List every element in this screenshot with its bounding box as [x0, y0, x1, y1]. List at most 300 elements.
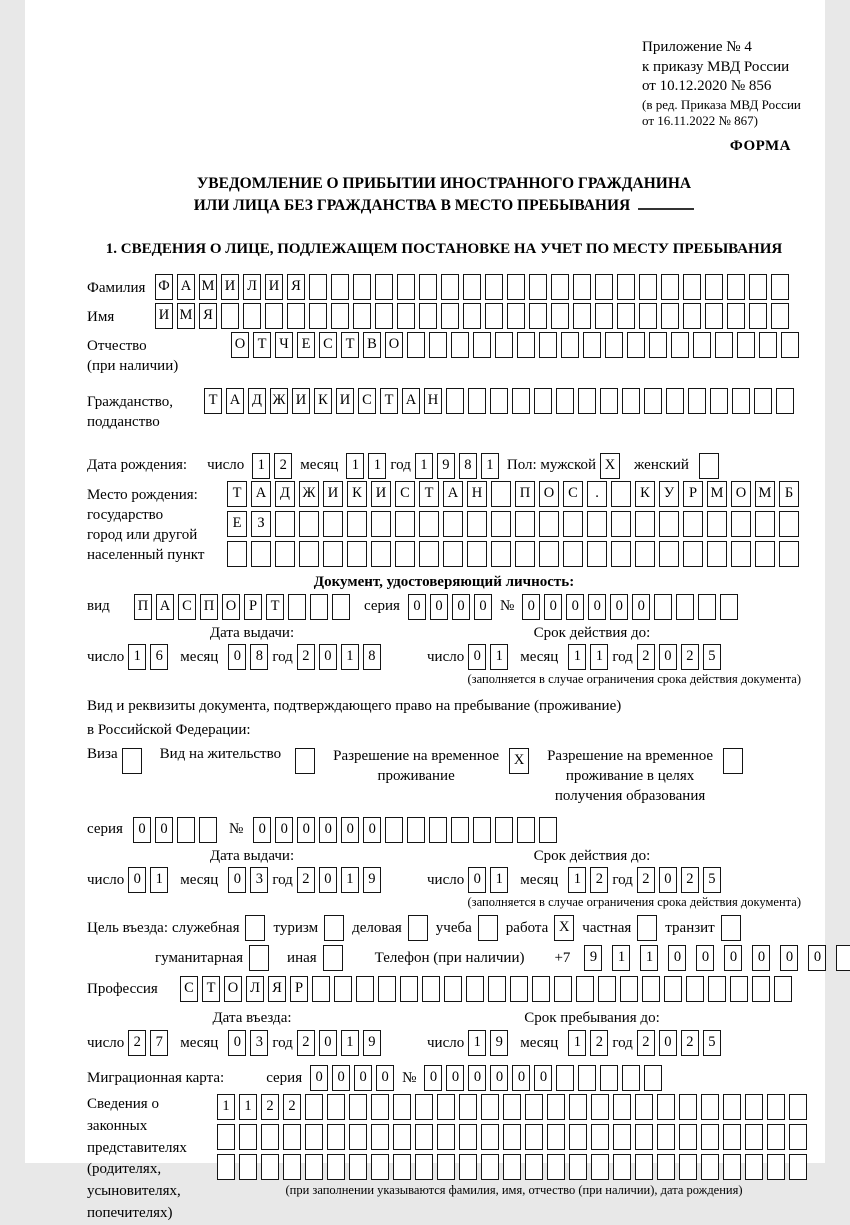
char-cell[interactable] — [600, 388, 618, 414]
char-cell[interactable] — [659, 511, 679, 537]
char-cell[interactable] — [353, 303, 371, 329]
purpose-transit-checkbox[interactable] — [721, 915, 741, 941]
char-cell[interactable] — [561, 332, 579, 358]
char-cell[interactable] — [547, 1154, 565, 1180]
char-cell[interactable]: О — [385, 332, 403, 358]
char-cell[interactable]: П — [200, 594, 218, 620]
char-cell[interactable] — [755, 511, 775, 537]
char-cell[interactable] — [488, 976, 506, 1002]
char-cell[interactable] — [332, 594, 350, 620]
char-cell[interactable]: 2 — [274, 453, 292, 479]
char-cell[interactable] — [305, 1154, 323, 1180]
char-cell[interactable]: И — [155, 303, 173, 329]
char-cell[interactable] — [591, 1154, 609, 1180]
char-cell[interactable] — [661, 303, 679, 329]
char-cell[interactable] — [688, 388, 706, 414]
char-cell[interactable]: Б — [779, 481, 799, 507]
char-cell[interactable]: 0 — [128, 867, 146, 893]
char-cell[interactable] — [657, 1094, 675, 1120]
char-cell[interactable] — [525, 1124, 543, 1150]
char-cell[interactable]: Д — [248, 388, 266, 414]
char-cell[interactable] — [375, 303, 393, 329]
temp-education-checkbox[interactable] — [723, 748, 743, 774]
char-cell[interactable]: А — [177, 274, 195, 300]
char-cell[interactable] — [605, 332, 623, 358]
char-cell[interactable] — [275, 541, 295, 567]
char-cell[interactable] — [375, 274, 393, 300]
char-cell[interactable] — [331, 274, 349, 300]
char-cell[interactable]: 1 — [568, 644, 586, 670]
char-cell[interactable] — [451, 817, 469, 843]
char-cell[interactable] — [657, 1154, 675, 1180]
char-cell[interactable]: 0 — [155, 817, 173, 843]
char-cell[interactable]: . — [587, 481, 607, 507]
char-cell[interactable]: 0 — [319, 867, 337, 893]
char-cell[interactable]: 5 — [703, 644, 721, 670]
char-cell[interactable] — [395, 511, 415, 537]
char-cell[interactable] — [347, 511, 367, 537]
char-cell[interactable]: П — [515, 481, 535, 507]
char-cell[interactable]: Я — [287, 274, 305, 300]
purpose-humanitarian-checkbox[interactable] — [249, 945, 269, 971]
char-cell[interactable] — [771, 274, 789, 300]
char-cell[interactable] — [657, 1124, 675, 1150]
char-cell[interactable]: 1 — [640, 945, 658, 971]
char-cell[interactable] — [727, 303, 745, 329]
char-cell[interactable]: 0 — [522, 594, 540, 620]
char-cell[interactable]: Я — [199, 303, 217, 329]
char-cell[interactable] — [393, 1094, 411, 1120]
char-cell[interactable]: 9 — [363, 867, 381, 893]
char-cell[interactable] — [539, 332, 557, 358]
char-cell[interactable]: 0 — [354, 1065, 372, 1091]
char-cell[interactable] — [331, 303, 349, 329]
char-cell[interactable]: 0 — [474, 594, 492, 620]
char-cell[interactable]: 9 — [584, 945, 602, 971]
char-cell[interactable] — [397, 274, 415, 300]
char-cell[interactable]: 2 — [637, 644, 655, 670]
char-cell[interactable] — [503, 1154, 521, 1180]
char-cell[interactable] — [512, 388, 530, 414]
char-cell[interactable] — [495, 817, 513, 843]
char-cell[interactable]: 8 — [250, 644, 268, 670]
char-cell[interactable] — [789, 1094, 807, 1120]
char-cell[interactable] — [529, 303, 547, 329]
char-cell[interactable]: 9 — [437, 453, 455, 479]
char-cell[interactable] — [495, 332, 513, 358]
char-cell[interactable]: 0 — [468, 1065, 486, 1091]
purpose-private-checkbox[interactable] — [637, 915, 657, 941]
char-cell[interactable] — [705, 303, 723, 329]
char-cell[interactable] — [639, 303, 657, 329]
char-cell[interactable]: Т — [202, 976, 220, 1002]
char-cell[interactable] — [429, 332, 447, 358]
char-cell[interactable]: Т — [380, 388, 398, 414]
char-cell[interactable] — [707, 511, 727, 537]
char-cell[interactable]: 0 — [228, 1030, 246, 1056]
char-cell[interactable] — [532, 976, 550, 1002]
char-cell[interactable]: 0 — [588, 594, 606, 620]
char-cell[interactable] — [563, 541, 583, 567]
char-cell[interactable]: 0 — [534, 1065, 552, 1091]
char-cell[interactable] — [737, 332, 755, 358]
char-cell[interactable] — [639, 274, 657, 300]
char-cell[interactable] — [539, 511, 559, 537]
char-cell[interactable]: М — [707, 481, 727, 507]
char-cell[interactable]: 0 — [408, 594, 426, 620]
char-cell[interactable] — [693, 332, 711, 358]
char-cell[interactable] — [437, 1124, 455, 1150]
char-cell[interactable] — [444, 976, 462, 1002]
char-cell[interactable] — [547, 1124, 565, 1150]
char-cell[interactable] — [468, 388, 486, 414]
char-cell[interactable] — [649, 332, 667, 358]
char-cell[interactable] — [288, 594, 306, 620]
char-cell[interactable]: И — [371, 481, 391, 507]
char-cell[interactable]: К — [314, 388, 332, 414]
char-cell[interactable] — [698, 594, 716, 620]
char-cell[interactable] — [323, 511, 343, 537]
char-cell[interactable] — [683, 541, 703, 567]
char-cell[interactable] — [781, 332, 799, 358]
sex-male-checkbox[interactable]: X — [600, 453, 620, 479]
char-cell[interactable]: Д — [275, 481, 295, 507]
char-cell[interactable]: 0 — [424, 1065, 442, 1091]
char-cell[interactable]: 1 — [128, 644, 146, 670]
char-cell[interactable] — [701, 1094, 719, 1120]
char-cell[interactable] — [349, 1124, 367, 1150]
char-cell[interactable] — [836, 945, 850, 971]
char-cell[interactable] — [503, 1094, 521, 1120]
char-cell[interactable]: 0 — [430, 594, 448, 620]
char-cell[interactable]: Я — [268, 976, 286, 1002]
char-cell[interactable]: 0 — [490, 1065, 508, 1091]
char-cell[interactable]: М — [177, 303, 195, 329]
char-cell[interactable]: 0 — [446, 1065, 464, 1091]
char-cell[interactable] — [397, 303, 415, 329]
char-cell[interactable]: П — [134, 594, 152, 620]
char-cell[interactable]: У — [659, 481, 679, 507]
char-cell[interactable] — [525, 1094, 543, 1120]
char-cell[interactable]: И — [221, 274, 239, 300]
char-cell[interactable] — [459, 1154, 477, 1180]
char-cell[interactable] — [569, 1124, 587, 1150]
char-cell[interactable] — [679, 1154, 697, 1180]
char-cell[interactable] — [583, 332, 601, 358]
char-cell[interactable] — [620, 976, 638, 1002]
char-cell[interactable]: Ф — [155, 274, 173, 300]
char-cell[interactable] — [679, 1094, 697, 1120]
char-cell[interactable] — [309, 274, 327, 300]
char-cell[interactable]: 0 — [808, 945, 826, 971]
char-cell[interactable] — [635, 541, 655, 567]
char-cell[interactable]: 9 — [363, 1030, 381, 1056]
char-cell[interactable] — [779, 541, 799, 567]
char-cell[interactable] — [613, 1124, 631, 1150]
char-cell[interactable] — [283, 1154, 301, 1180]
char-cell[interactable] — [745, 1154, 763, 1180]
char-cell[interactable] — [443, 511, 463, 537]
char-cell[interactable] — [395, 541, 415, 567]
char-cell[interactable]: 2 — [261, 1094, 279, 1120]
char-cell[interactable] — [517, 332, 535, 358]
char-cell[interactable] — [720, 594, 738, 620]
char-cell[interactable] — [415, 1154, 433, 1180]
char-cell[interactable] — [727, 274, 745, 300]
char-cell[interactable] — [710, 388, 728, 414]
char-cell[interactable]: 0 — [275, 817, 293, 843]
char-cell[interactable]: С — [319, 332, 337, 358]
char-cell[interactable] — [686, 976, 704, 1002]
char-cell[interactable] — [635, 1124, 653, 1150]
char-cell[interactable] — [774, 976, 792, 1002]
char-cell[interactable] — [481, 1124, 499, 1150]
residence-permit-checkbox[interactable] — [295, 748, 315, 774]
char-cell[interactable] — [299, 511, 319, 537]
char-cell[interactable]: 2 — [681, 1030, 699, 1056]
char-cell[interactable] — [459, 1124, 477, 1150]
char-cell[interactable]: 0 — [659, 644, 677, 670]
char-cell[interactable]: Р — [683, 481, 703, 507]
char-cell[interactable]: 0 — [724, 945, 742, 971]
char-cell[interactable] — [507, 303, 525, 329]
char-cell[interactable]: 3 — [250, 867, 268, 893]
char-cell[interactable]: 6 — [150, 644, 168, 670]
char-cell[interactable]: 2 — [637, 1030, 655, 1056]
char-cell[interactable] — [217, 1124, 235, 1150]
char-cell[interactable] — [622, 1065, 640, 1091]
char-cell[interactable] — [347, 541, 367, 567]
char-cell[interactable]: А — [443, 481, 463, 507]
char-cell[interactable] — [771, 303, 789, 329]
char-cell[interactable] — [349, 1154, 367, 1180]
char-cell[interactable]: 1 — [217, 1094, 235, 1120]
char-cell[interactable] — [569, 1094, 587, 1120]
char-cell[interactable] — [576, 976, 594, 1002]
char-cell[interactable] — [573, 303, 591, 329]
char-cell[interactable] — [441, 274, 459, 300]
char-cell[interactable]: Л — [246, 976, 264, 1002]
char-cell[interactable] — [730, 976, 748, 1002]
char-cell[interactable]: С — [395, 481, 415, 507]
char-cell[interactable] — [659, 541, 679, 567]
char-cell[interactable] — [578, 388, 596, 414]
char-cell[interactable] — [327, 1094, 345, 1120]
char-cell[interactable] — [199, 817, 217, 843]
char-cell[interactable]: 2 — [590, 867, 608, 893]
char-cell[interactable] — [515, 511, 535, 537]
char-cell[interactable]: М — [755, 481, 775, 507]
char-cell[interactable]: 8 — [363, 644, 381, 670]
char-cell[interactable]: О — [222, 594, 240, 620]
char-cell[interactable]: 1 — [368, 453, 386, 479]
char-cell[interactable] — [551, 274, 569, 300]
char-cell[interactable] — [644, 388, 662, 414]
char-cell[interactable] — [503, 1124, 521, 1150]
char-cell[interactable] — [666, 388, 684, 414]
char-cell[interactable] — [419, 541, 439, 567]
char-cell[interactable] — [261, 1154, 279, 1180]
char-cell[interactable]: 2 — [297, 644, 315, 670]
char-cell[interactable] — [587, 511, 607, 537]
char-cell[interactable] — [731, 511, 751, 537]
char-cell[interactable] — [767, 1124, 785, 1150]
char-cell[interactable]: 5 — [703, 1030, 721, 1056]
char-cell[interactable]: 1 — [341, 1030, 359, 1056]
char-cell[interactable]: 0 — [752, 945, 770, 971]
char-cell[interactable] — [243, 303, 261, 329]
char-cell[interactable] — [517, 817, 535, 843]
char-cell[interactable] — [731, 541, 751, 567]
char-cell[interactable] — [334, 976, 352, 1002]
char-cell[interactable] — [467, 511, 487, 537]
char-cell[interactable] — [481, 1094, 499, 1120]
title-blank-underline[interactable] — [638, 196, 694, 210]
char-cell[interactable] — [664, 976, 682, 1002]
char-cell[interactable] — [715, 332, 733, 358]
char-cell[interactable] — [419, 274, 437, 300]
char-cell[interactable] — [287, 303, 305, 329]
char-cell[interactable] — [573, 274, 591, 300]
char-cell[interactable] — [441, 303, 459, 329]
char-cell[interactable] — [481, 1154, 499, 1180]
char-cell[interactable] — [635, 1154, 653, 1180]
char-cell[interactable] — [611, 541, 631, 567]
char-cell[interactable] — [446, 388, 464, 414]
char-cell[interactable] — [789, 1154, 807, 1180]
char-cell[interactable] — [309, 303, 327, 329]
char-cell[interactable] — [723, 1094, 741, 1120]
char-cell[interactable] — [752, 976, 770, 1002]
char-cell[interactable]: С — [563, 481, 583, 507]
char-cell[interactable] — [467, 541, 487, 567]
char-cell[interactable] — [227, 541, 247, 567]
char-cell[interactable] — [554, 976, 572, 1002]
char-cell[interactable] — [556, 388, 574, 414]
char-cell[interactable]: 1 — [239, 1094, 257, 1120]
char-cell[interactable] — [437, 1094, 455, 1120]
char-cell[interactable] — [591, 1094, 609, 1120]
char-cell[interactable] — [723, 1124, 741, 1150]
char-cell[interactable] — [466, 976, 484, 1002]
char-cell[interactable] — [525, 1154, 543, 1180]
char-cell[interactable] — [239, 1154, 257, 1180]
char-cell[interactable] — [683, 511, 703, 537]
char-cell[interactable] — [422, 976, 440, 1002]
char-cell[interactable] — [551, 303, 569, 329]
char-cell[interactable] — [578, 1065, 596, 1091]
char-cell[interactable]: Т — [253, 332, 271, 358]
char-cell[interactable] — [349, 1094, 367, 1120]
char-cell[interactable] — [635, 511, 655, 537]
char-cell[interactable] — [547, 1094, 565, 1120]
char-cell[interactable] — [701, 1124, 719, 1150]
char-cell[interactable]: 1 — [490, 644, 508, 670]
char-cell[interactable] — [539, 541, 559, 567]
char-cell[interactable]: Т — [266, 594, 284, 620]
char-cell[interactable]: Т — [341, 332, 359, 358]
char-cell[interactable] — [529, 274, 547, 300]
char-cell[interactable] — [327, 1154, 345, 1180]
char-cell[interactable]: Ж — [299, 481, 319, 507]
char-cell[interactable]: Ж — [270, 388, 288, 414]
char-cell[interactable] — [305, 1094, 323, 1120]
char-cell[interactable] — [485, 274, 503, 300]
char-cell[interactable] — [400, 976, 418, 1002]
char-cell[interactable] — [683, 274, 701, 300]
char-cell[interactable]: 1 — [568, 1030, 586, 1056]
char-cell[interactable]: О — [231, 332, 249, 358]
char-cell[interactable] — [515, 541, 535, 567]
char-cell[interactable] — [755, 541, 775, 567]
char-cell[interactable]: 2 — [637, 867, 655, 893]
purpose-study-checkbox[interactable] — [478, 915, 498, 941]
purpose-official-checkbox[interactable] — [245, 915, 265, 941]
char-cell[interactable] — [463, 303, 481, 329]
char-cell[interactable]: 1 — [590, 644, 608, 670]
char-cell[interactable] — [534, 388, 552, 414]
char-cell[interactable] — [353, 274, 371, 300]
char-cell[interactable] — [708, 976, 726, 1002]
char-cell[interactable] — [415, 1124, 433, 1150]
sex-female-checkbox[interactable] — [699, 453, 719, 479]
char-cell[interactable] — [749, 303, 767, 329]
char-cell[interactable] — [539, 817, 557, 843]
char-cell[interactable]: 0 — [452, 594, 470, 620]
char-cell[interactable]: 8 — [459, 453, 477, 479]
char-cell[interactable] — [371, 1154, 389, 1180]
char-cell[interactable] — [265, 303, 283, 329]
purpose-work-checkbox[interactable]: X — [554, 915, 574, 941]
char-cell[interactable]: Т — [204, 388, 222, 414]
char-cell[interactable] — [749, 274, 767, 300]
char-cell[interactable] — [707, 541, 727, 567]
char-cell[interactable]: С — [178, 594, 196, 620]
char-cell[interactable] — [419, 303, 437, 329]
char-cell[interactable] — [676, 594, 694, 620]
char-cell[interactable]: 1 — [341, 644, 359, 670]
char-cell[interactable] — [221, 303, 239, 329]
char-cell[interactable] — [323, 541, 343, 567]
char-cell[interactable]: 0 — [319, 1030, 337, 1056]
char-cell[interactable]: А — [156, 594, 174, 620]
char-cell[interactable]: Р — [244, 594, 262, 620]
char-cell[interactable]: О — [224, 976, 242, 1002]
char-cell[interactable]: О — [731, 481, 751, 507]
char-cell[interactable] — [312, 976, 330, 1002]
char-cell[interactable]: 2 — [590, 1030, 608, 1056]
char-cell[interactable]: 0 — [310, 1065, 328, 1091]
char-cell[interactable]: М — [199, 274, 217, 300]
char-cell[interactable]: 0 — [228, 644, 246, 670]
char-cell[interactable] — [378, 976, 396, 1002]
char-cell[interactable] — [305, 1124, 323, 1150]
char-cell[interactable]: 0 — [341, 817, 359, 843]
char-cell[interactable]: З — [251, 511, 271, 537]
char-cell[interactable] — [239, 1124, 257, 1150]
char-cell[interactable] — [451, 332, 469, 358]
char-cell[interactable] — [473, 332, 491, 358]
char-cell[interactable]: Р — [290, 976, 308, 1002]
char-cell[interactable]: 0 — [319, 644, 337, 670]
char-cell[interactable] — [251, 541, 271, 567]
char-cell[interactable] — [767, 1094, 785, 1120]
char-cell[interactable] — [789, 1124, 807, 1150]
char-cell[interactable]: 0 — [659, 867, 677, 893]
char-cell[interactable] — [701, 1154, 719, 1180]
char-cell[interactable]: 9 — [490, 1030, 508, 1056]
char-cell[interactable] — [299, 541, 319, 567]
